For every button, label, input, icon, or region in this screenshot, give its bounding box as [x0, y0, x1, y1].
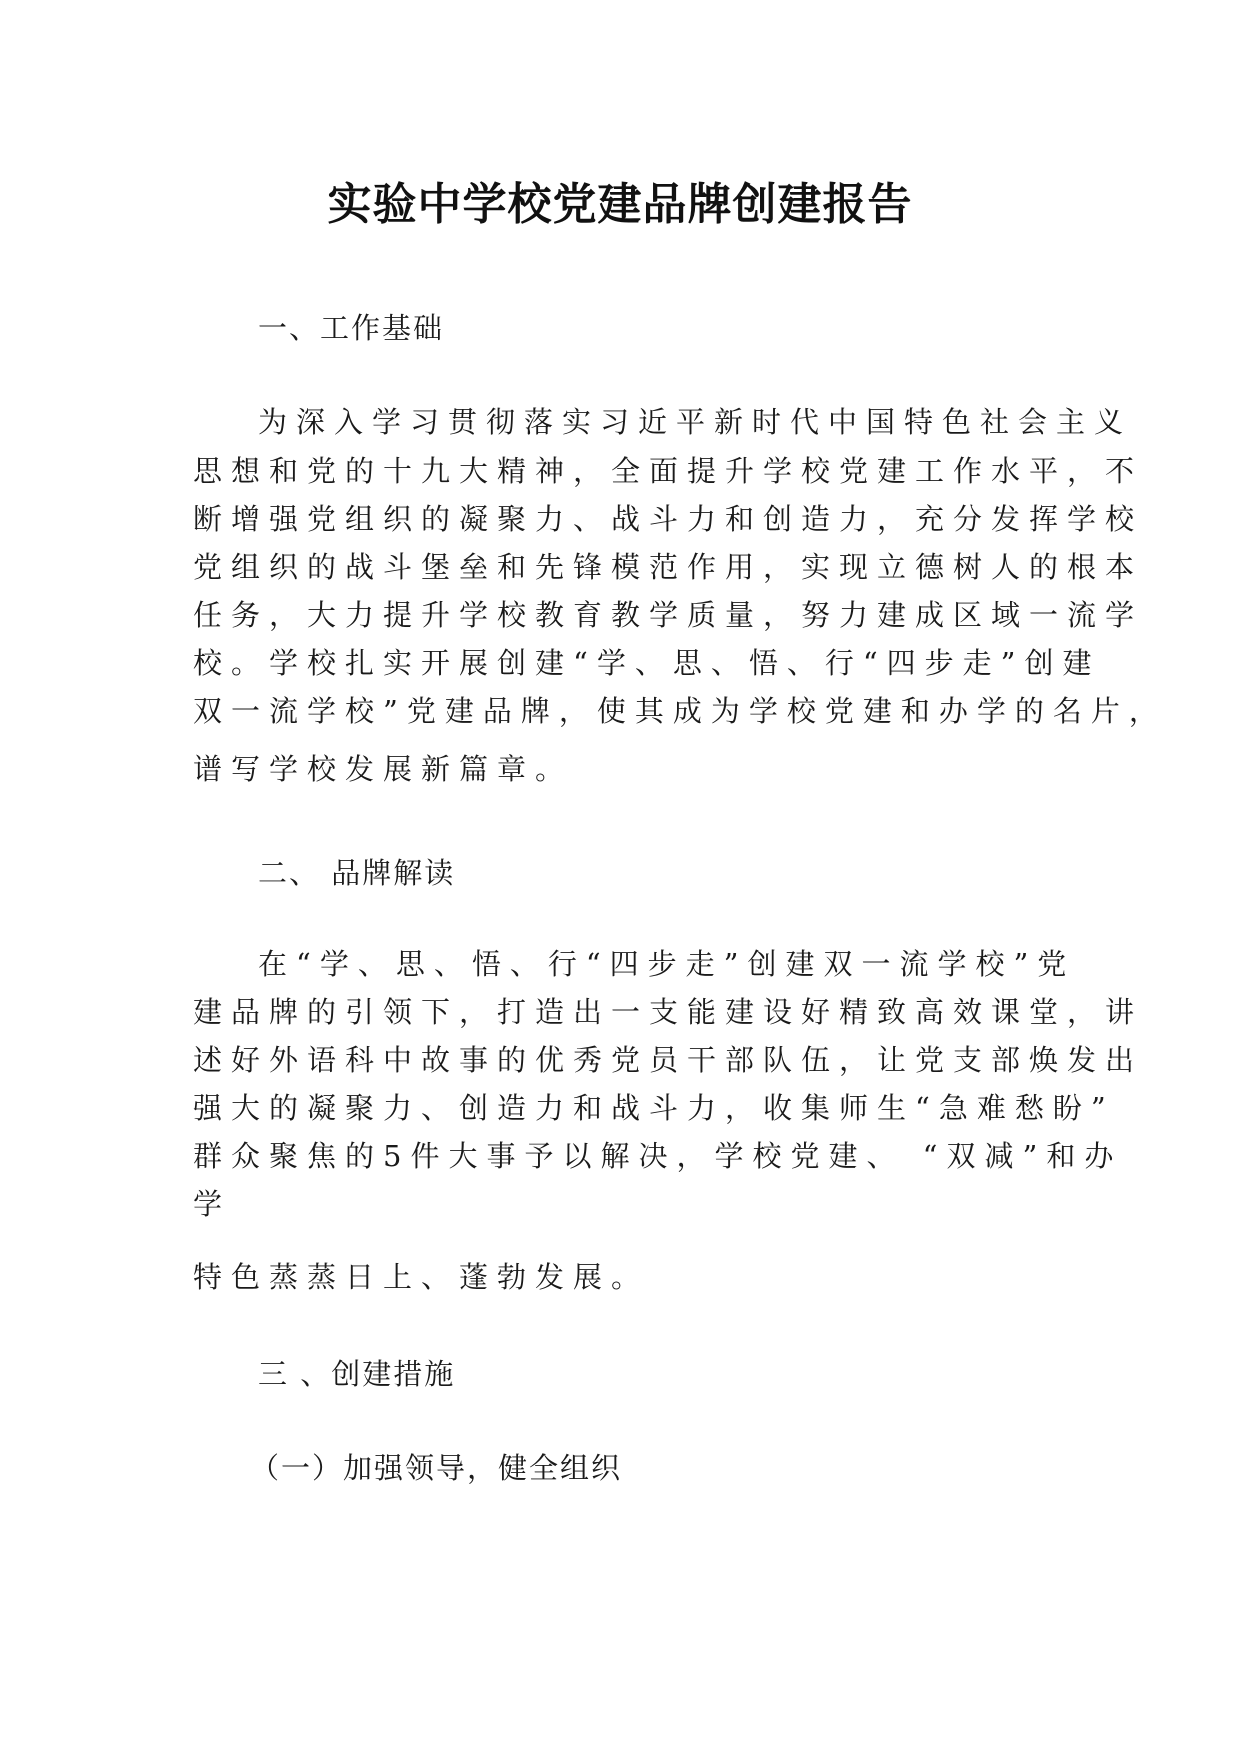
- paragraph-line: 在“学、思、悟、行“四步走”创建双一流学校”党: [258, 947, 1076, 981]
- section-heading-creation-measures: 三 、创建措施: [258, 1357, 456, 1391]
- paragraph-line: 双一流学校”党建品牌，使其成为学校党建和办学的名片，: [193, 694, 1167, 728]
- paragraph-line: 述好外语科中故事的优秀党员干部队伍，让党支部焕发出: [193, 1043, 1144, 1077]
- paragraph-line: 强大的凝聚力、创造力和战斗力，收集师生“急难愁盼”: [193, 1091, 1115, 1125]
- document-title: 实验中学校党建品牌创建报告: [327, 179, 913, 230]
- paragraph-line: 为深入学习贯彻落实习近平新时代中国特色社会主义: [258, 405, 1133, 439]
- paragraph-line: 党组织的战斗堡垒和先锋模范作用，实现立德树人的根本: [193, 550, 1144, 584]
- paragraph-line: 断增强党组织的凝聚力、战斗力和创造力，充分发挥学校: [193, 502, 1144, 536]
- paragraph-line: 学: [193, 1187, 232, 1221]
- paragraph-line: 思想和党的十九大精神，全面提升学校党建工作水平，不: [193, 454, 1144, 488]
- paragraph-line: 特色蒸蒸日上、蓬勃发展。: [193, 1260, 650, 1294]
- paragraph-line: 谱写学校发展新篇章。: [193, 752, 574, 786]
- subheading-strengthen-leadership: （一）加强领导，健全组织: [250, 1451, 623, 1485]
- paragraph-line: 群众聚焦的5件大事予以解决，学校党建、 “双减”和办: [193, 1139, 1123, 1173]
- paragraph-line: 任务，大力提升学校教育教学质量，努力建成区域一流学: [193, 598, 1144, 632]
- paragraph-line: 建品牌的引领下，打造出一支能建设好精致高效课堂，讲: [193, 995, 1144, 1029]
- section-heading-work-foundation: 一、工作基础: [258, 311, 445, 345]
- section-heading-brand-interpretation: 二、 品牌解读: [258, 856, 456, 890]
- paragraph-line: 校。学校扎实开展创建“学、思、悟、行“四步走”创建: [193, 646, 1101, 680]
